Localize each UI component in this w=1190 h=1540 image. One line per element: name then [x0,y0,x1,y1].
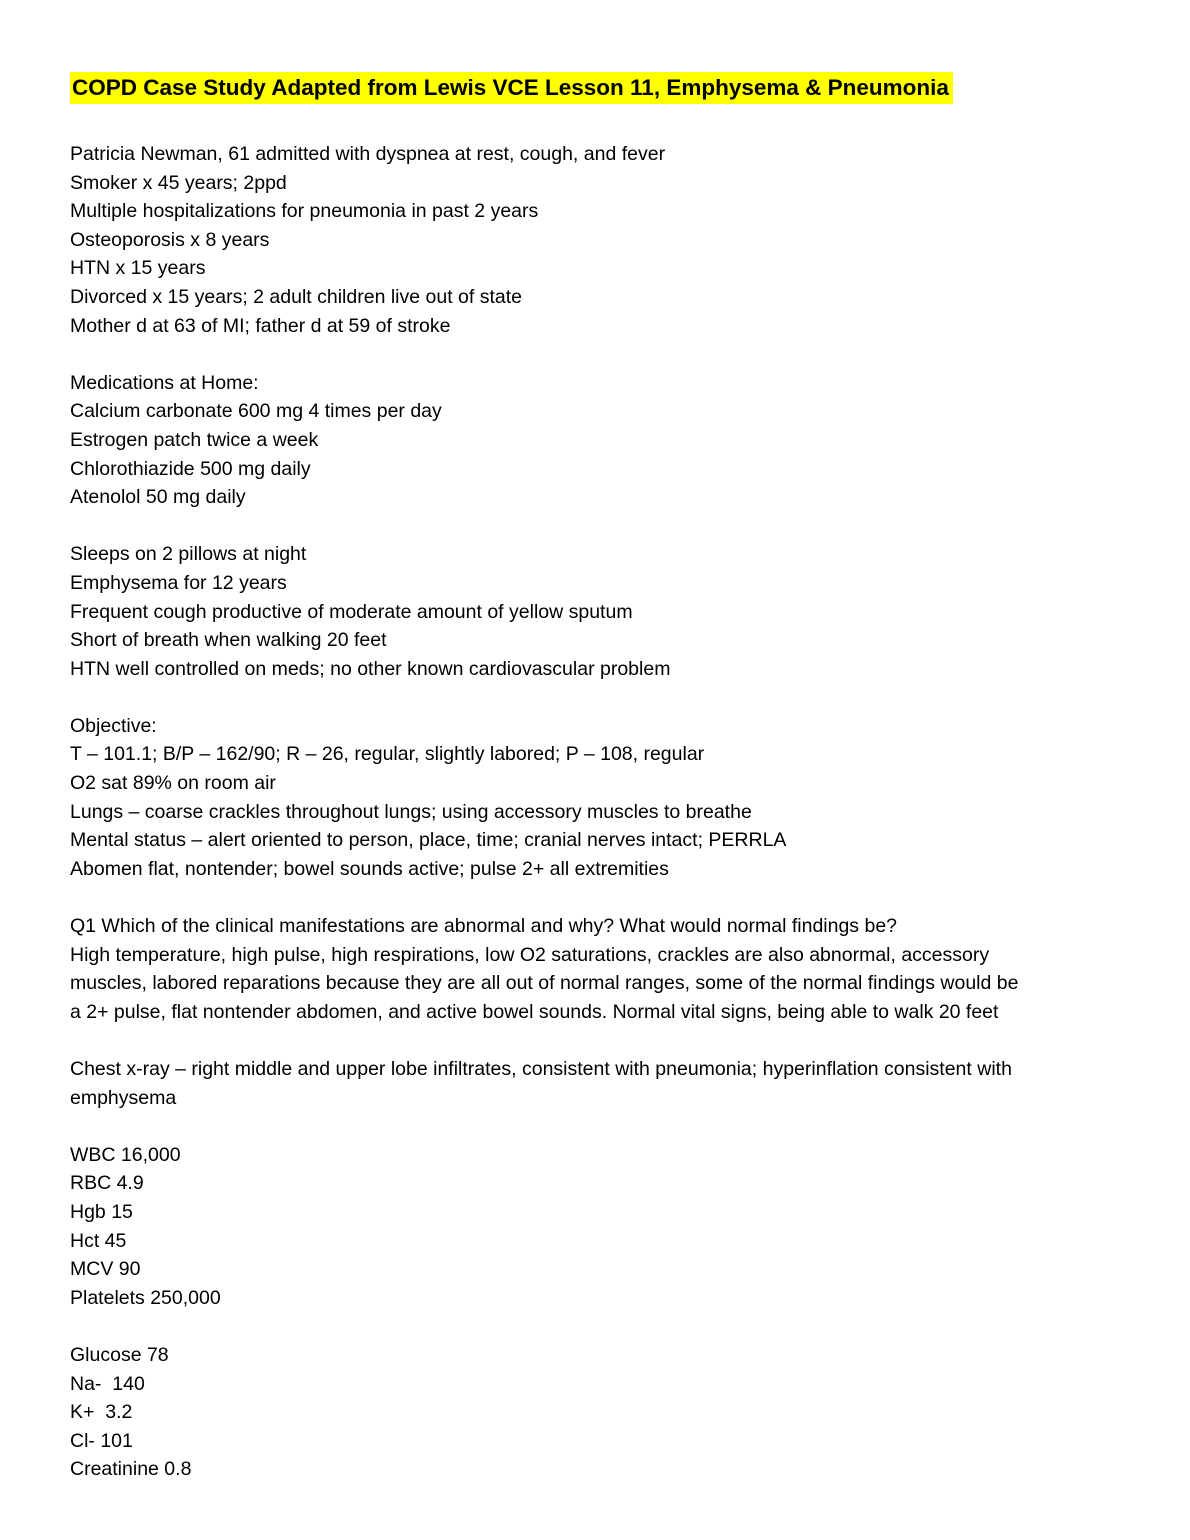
text-line: Emphysema for 12 years [70,571,287,594]
text-line: O2 sat 89% on room air [70,772,276,795]
text-line: Multiple hospitalizations for pneumonia in past 2 years [70,200,539,223]
answer-text: High temperature, high pulse, high respirations, low O2 saturations, crackles are also abnormal, accessory [70,943,990,966]
answer-text: muscles, labored reparations because they are all out of normal ranges, some of the normal findings would be [70,972,1019,995]
section-medications [70,369,1130,512]
text-line: Chest x-ray – right middle and upper lobe infiltrates, consistent with pneumonia; hyperinflation consistent with [70,1058,1012,1080]
section-objective [70,712,1130,884]
section-heading: Medications at Home: [70,371,259,394]
section-chest-xray [70,1055,1130,1112]
lab-value: WBC 16,000 [70,1143,181,1166]
section-cbc-labs [70,1141,1130,1313]
lab-value: Creatinine 0.8 [70,1458,192,1481]
section-current-status [70,540,1130,683]
question-text: Q1 Which of the clinical manifestations are abnormal and why? What would normal findings be? [70,915,898,938]
lab-value: Glucose 78 [70,1343,169,1366]
text-line: Divorced x 15 years; 2 adult children live out of state [70,285,522,308]
lab-value: Hct 45 [70,1229,127,1252]
text-line: Sleeps on 2 pillows at night [70,543,307,566]
text-line: emphysema [70,1086,177,1109]
text-line: Abomen flat, nontender; bowel sounds active; pulse 2+ all extremities [70,857,669,880]
text-line: Chlorothiazide 500 mg daily [70,457,311,480]
text-line: Smoker x 45 years; 2ppd [70,171,287,194]
lab-value: RBC 4.9 [70,1172,144,1195]
document-title: COPD Case Study Adapted from Lewis VCE Lesson 11, Emphysema & Pneumonia [70,72,953,104]
section-patient-history [70,140,1130,340]
text-line: Estrogen patch twice a week [70,428,319,451]
text-line: HTN well controlled on meds; no other known cardiovascular problem [70,657,671,680]
text-line: Patricia Newman, 61 admitted with dyspnea at rest, cough, and fever [70,143,666,165]
text-line: Atenolol 50 mg daily [70,486,246,509]
lab-value: Cl- 101 [70,1429,133,1452]
answer-text: a 2+ pulse, flat nontender abdomen, and active bowel sounds. Normal vital signs, being able to walk 20 feet [70,1000,999,1023]
lab-value: Hgb 15 [70,1200,133,1223]
lab-value: K+ 3.2 [70,1401,133,1424]
section-question-1 [70,912,1130,1026]
text-line: Lungs – coarse crackles throughout lungs; using accessory muscles to breathe [70,800,752,823]
text-line: Osteoporosis x 8 years [70,228,270,251]
section-heading: Objective: [70,714,157,737]
text-line: Frequent cough productive of moderate amount of yellow sputum [70,600,633,623]
lab-value: Na- 140 [70,1372,145,1395]
text-line: Mental status – alert oriented to person, place, time; cranial nerves intact; PERRLA [70,829,787,852]
section-chemistry-labs [70,1341,1130,1484]
document-content [70,72,1130,1513]
text-line: Short of breath when walking 20 feet [70,629,387,652]
text-line: Calcium carbonate 600 mg 4 times per day [70,400,442,423]
text-line: HTN x 15 years [70,257,206,280]
lab-value: Platelets 250,000 [70,1286,221,1309]
text-line: T – 101.1; B/P – 162/90; R – 26, regular, slightly labored; P – 108, regular [70,743,705,766]
lab-value: MCV 90 [70,1258,141,1281]
text-line: Mother d at 63 of MI; father d at 59 of stroke [70,314,451,337]
